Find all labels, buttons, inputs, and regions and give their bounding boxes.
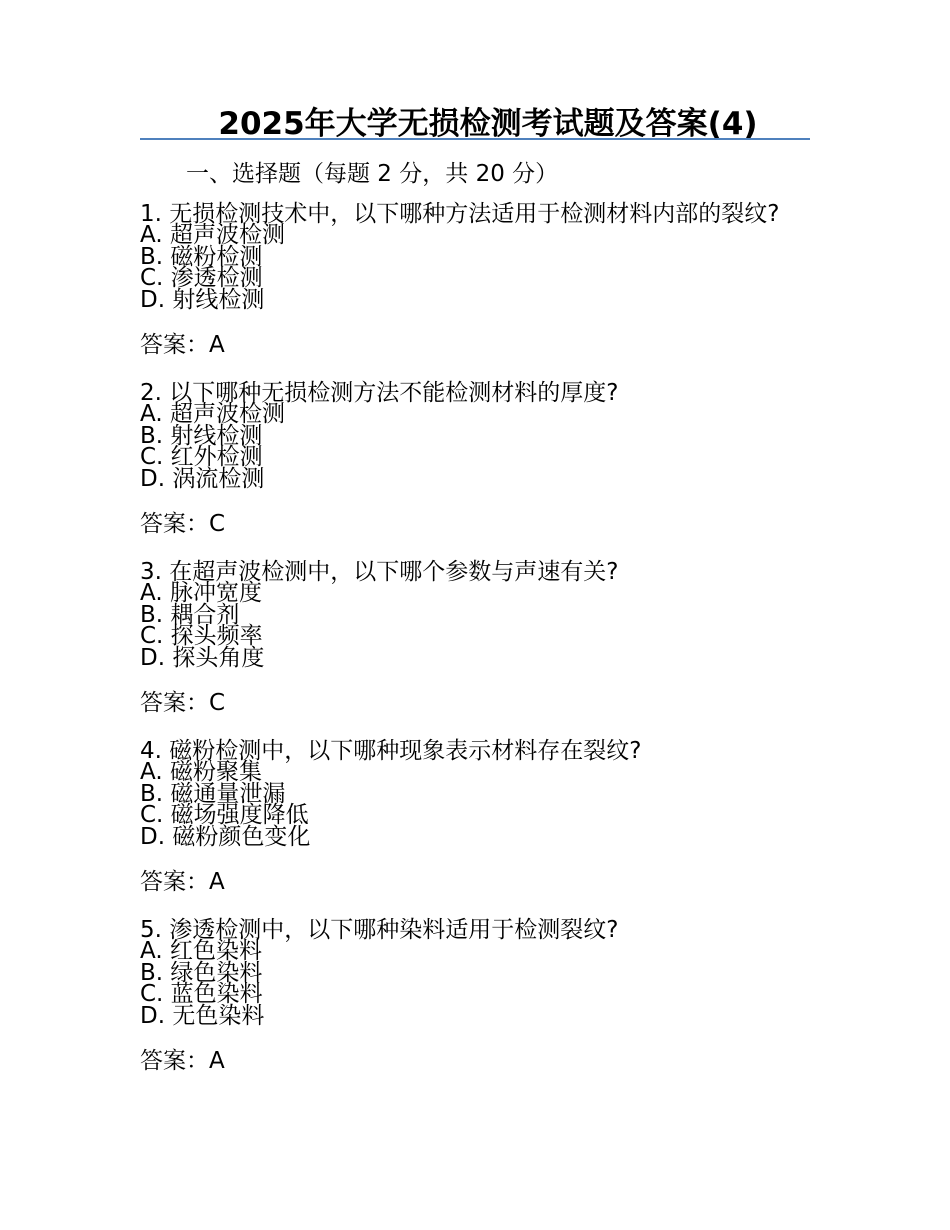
option-a: A. 红色染料 (140, 938, 262, 964)
question-stem: 2. 以下哪种无损检测方法不能检测材料的厚度? (140, 380, 619, 406)
answer: 答案：C (140, 690, 226, 716)
question-4 (140, 740, 800, 897)
answer: 答案：A (140, 869, 225, 895)
option-b: B. 射线检测 (140, 422, 263, 449)
question-2 (140, 382, 800, 539)
option-b: B. 耦合剂 (140, 601, 240, 628)
option-d: D. 射线检测 (140, 286, 265, 313)
option-b: B. 绿色染料 (140, 959, 263, 986)
question-3 (140, 561, 800, 718)
section-heading: 一、选择题（每题 2 分，共 20 分） (186, 161, 559, 187)
option-a: A. 超声波检测 (140, 222, 285, 248)
option-d: D. 探头角度 (140, 644, 265, 671)
question-stem: 5. 渗透检测中，以下哪种染料适用于检测裂纹? (140, 917, 619, 943)
option-c: C. 渗透检测 (140, 265, 263, 291)
answer: 答案：C (140, 511, 226, 537)
document-title: 2025年大学无损检测考试题及答案(4) (218, 106, 758, 142)
option-c: C. 磁场强度降低 (140, 802, 309, 828)
question-stem: 3. 在超声波检测中，以下哪个参数与声速有关? (140, 559, 619, 585)
option-a: A. 磁粉聚集 (140, 759, 262, 785)
option-c: C. 蓝色染料 (140, 981, 263, 1007)
option-a: A. 超声波检测 (140, 401, 285, 427)
option-c: C. 红外检测 (140, 444, 263, 470)
answer: 答案：A (140, 1048, 225, 1074)
question-list (140, 203, 800, 1098)
question-stem: 1. 无损检测技术中，以下哪种方法适用于检测材料内部的裂纹? (140, 201, 780, 227)
option-d: D. 磁粉颜色变化 (140, 823, 311, 850)
question-stem: 4. 磁粉检测中，以下哪种现象表示材料存在裂纹? (140, 738, 642, 764)
option-d: D. 涡流检测 (140, 465, 265, 492)
title-underline (140, 138, 810, 140)
option-d: D. 无色染料 (140, 1002, 265, 1029)
option-a: A. 脉冲宽度 (140, 580, 262, 606)
question-5 (140, 919, 800, 1076)
option-b: B. 磁通量泄漏 (140, 780, 286, 807)
answer: 答案：A (140, 332, 225, 358)
question-1 (140, 203, 800, 360)
option-c: C. 探头频率 (140, 623, 263, 649)
option-b: B. 磁粉检测 (140, 243, 263, 270)
